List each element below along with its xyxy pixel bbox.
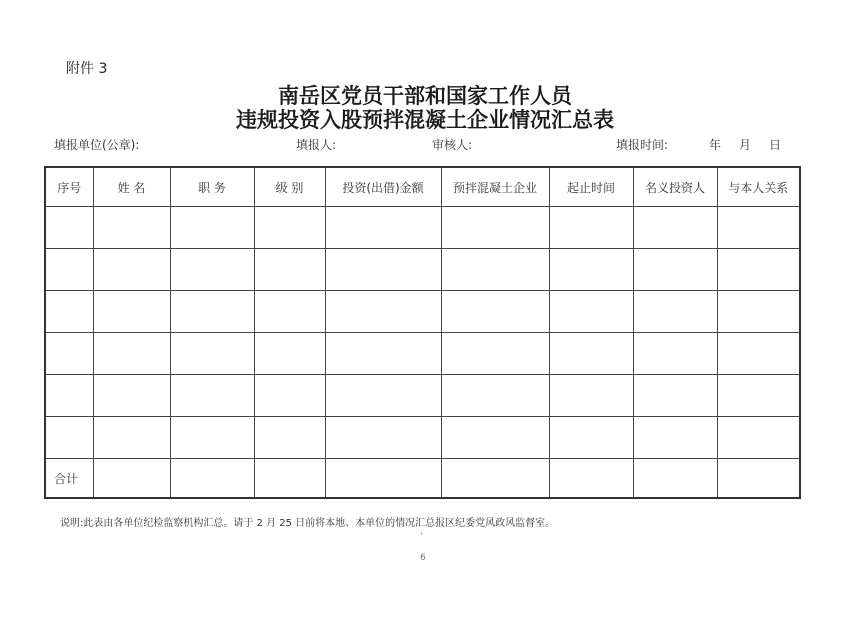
header-cell: 预拌混凝土企业 bbox=[441, 167, 549, 207]
header-cell: 投资(出借)金额 bbox=[325, 167, 441, 207]
table-cell bbox=[93, 459, 170, 499]
total-label: 合计 bbox=[45, 459, 93, 499]
table-cell bbox=[717, 459, 800, 499]
table-header-row bbox=[45, 167, 800, 207]
footer-mark: ' bbox=[420, 532, 423, 542]
table-cell bbox=[93, 291, 170, 333]
total-row bbox=[45, 459, 800, 499]
table-cell bbox=[549, 459, 633, 499]
table-cell bbox=[549, 249, 633, 291]
summary-table bbox=[44, 166, 801, 499]
table-row bbox=[45, 333, 800, 375]
header-cell: 与本人关系 bbox=[717, 167, 800, 207]
table-cell bbox=[549, 333, 633, 375]
filler-label: 填报人: bbox=[296, 138, 337, 152]
date-year: 年 bbox=[709, 138, 722, 152]
table-cell bbox=[93, 375, 170, 417]
header-cell: 名义投资人 bbox=[633, 167, 717, 207]
table-cell bbox=[325, 459, 441, 499]
table-cell bbox=[45, 417, 93, 459]
table-cell bbox=[45, 207, 93, 249]
table-cell bbox=[549, 207, 633, 249]
table-cell bbox=[45, 375, 93, 417]
table-cell bbox=[549, 291, 633, 333]
table-cell bbox=[254, 459, 325, 499]
table-cell bbox=[441, 333, 549, 375]
table-cell bbox=[254, 207, 325, 249]
table-row bbox=[45, 207, 800, 249]
table-cell bbox=[170, 459, 254, 499]
table-cell bbox=[254, 417, 325, 459]
table-cell bbox=[441, 291, 549, 333]
filling-unit-label: 填报单位(公章): bbox=[54, 138, 140, 152]
table-row bbox=[45, 417, 800, 459]
table-cell bbox=[93, 333, 170, 375]
table-cell bbox=[325, 207, 441, 249]
table-cell bbox=[325, 291, 441, 333]
table-cell bbox=[325, 375, 441, 417]
table-cell bbox=[441, 375, 549, 417]
table-cell bbox=[170, 417, 254, 459]
table-cell bbox=[717, 291, 800, 333]
table-cell bbox=[549, 417, 633, 459]
table-cell bbox=[633, 459, 717, 499]
table-cell bbox=[717, 207, 800, 249]
table-cell bbox=[717, 417, 800, 459]
table-cell bbox=[254, 375, 325, 417]
table-cell bbox=[170, 333, 254, 375]
table-cell bbox=[170, 375, 254, 417]
table-cell bbox=[170, 291, 254, 333]
table-cell bbox=[325, 417, 441, 459]
note-text: 说明:此表由各单位纪检监察机构汇总。请于 2 月 25 日前将本地、本单位的情况汇总报区纪委党风政风监督室。 bbox=[60, 518, 556, 529]
table-cell bbox=[441, 459, 549, 499]
table-row bbox=[45, 249, 800, 291]
title-line-2: 违规投资入股预拌混凝土企业情况汇总表 bbox=[236, 107, 614, 132]
table-row bbox=[45, 375, 800, 417]
table-cell bbox=[717, 249, 800, 291]
table-row bbox=[45, 291, 800, 333]
attachment-label: 附件 3 bbox=[66, 61, 108, 77]
date-day: 日 bbox=[769, 138, 782, 152]
table-cell bbox=[45, 249, 93, 291]
header-cell: 序号 bbox=[45, 167, 93, 207]
table-cell bbox=[325, 333, 441, 375]
header-cell: 起止时间 bbox=[549, 167, 633, 207]
reviewer-label: 审核人: bbox=[432, 138, 473, 152]
table-cell bbox=[633, 207, 717, 249]
table-cell bbox=[45, 291, 93, 333]
table-cell bbox=[633, 417, 717, 459]
table-cell bbox=[717, 375, 800, 417]
header-cell: 职 务 bbox=[170, 167, 254, 207]
table-cell bbox=[254, 249, 325, 291]
table-cell bbox=[93, 249, 170, 291]
header-cell: 姓 名 bbox=[93, 167, 170, 207]
table-cell bbox=[633, 291, 717, 333]
table-cell bbox=[441, 417, 549, 459]
table-cell bbox=[170, 249, 254, 291]
title-line-1: 南岳区党员干部和国家工作人员 bbox=[278, 83, 572, 108]
table-cell bbox=[254, 333, 325, 375]
table-cell bbox=[441, 249, 549, 291]
table-cell bbox=[45, 333, 93, 375]
header-cell: 级 别 bbox=[254, 167, 325, 207]
table-cell bbox=[441, 207, 549, 249]
table-cell bbox=[93, 207, 170, 249]
table-cell bbox=[254, 291, 325, 333]
date-month: 月 bbox=[739, 138, 752, 152]
table-cell bbox=[549, 375, 633, 417]
footer-mark: 6 bbox=[420, 553, 426, 563]
fill-date-label: 填报时间: bbox=[616, 138, 669, 152]
table-cell bbox=[633, 249, 717, 291]
table-cell bbox=[170, 207, 254, 249]
table-cell bbox=[633, 333, 717, 375]
table-cell bbox=[633, 375, 717, 417]
table-cell bbox=[717, 333, 800, 375]
table-cell bbox=[93, 417, 170, 459]
table-cell bbox=[325, 249, 441, 291]
